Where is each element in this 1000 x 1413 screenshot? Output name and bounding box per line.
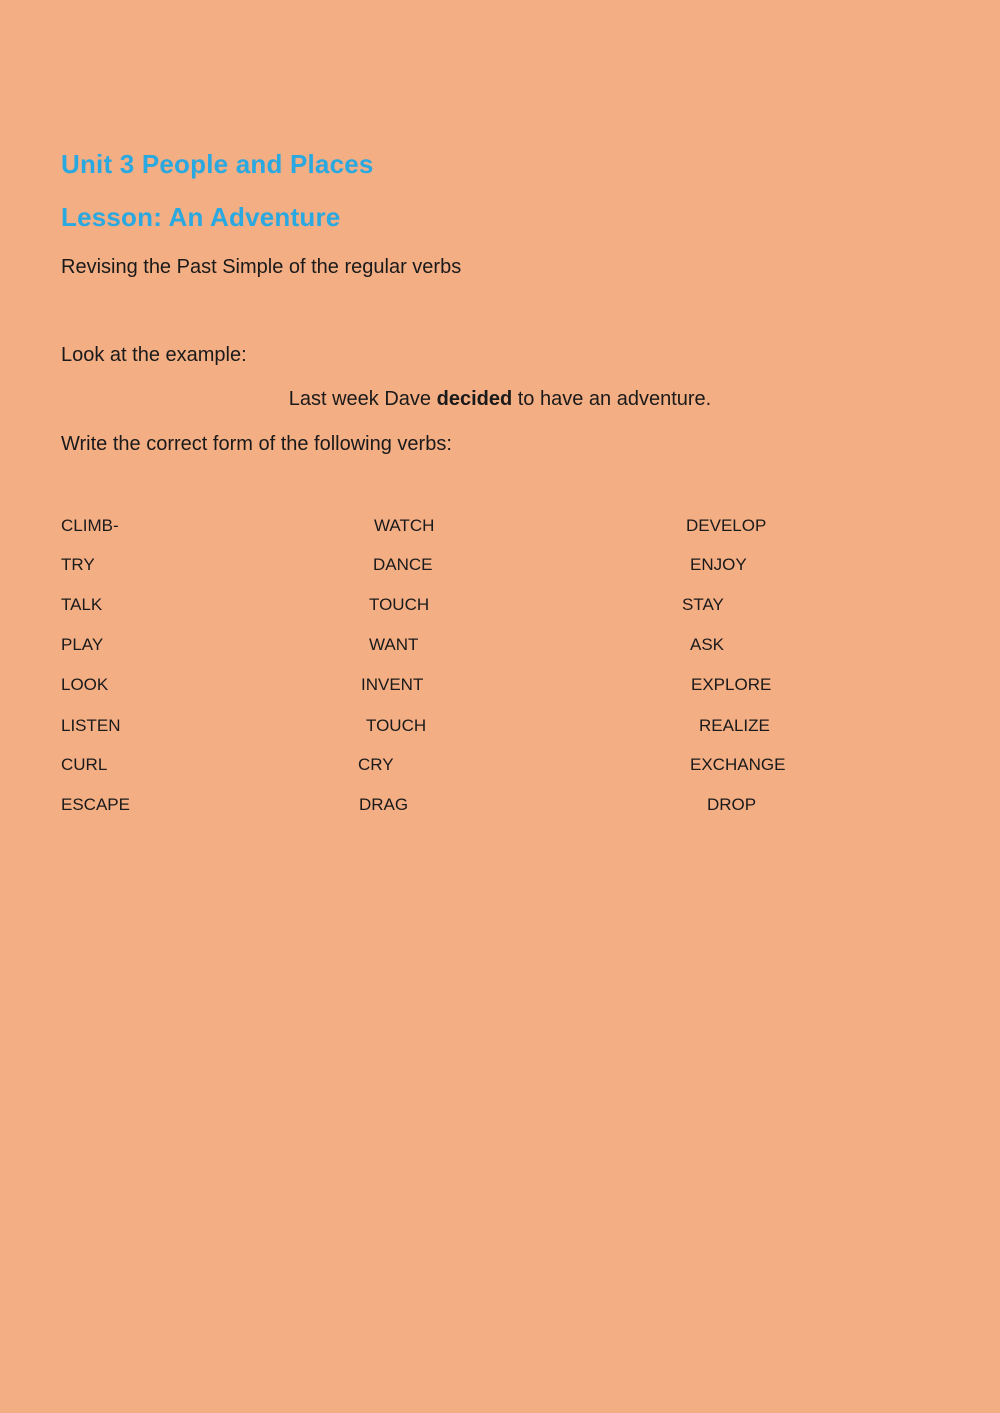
example-label: Look at the example: [61, 344, 247, 366]
verb-item: ASK [690, 635, 725, 654]
verb-item: TRY [61, 555, 95, 574]
verb-item: DRAG [359, 795, 409, 814]
verb-item: REALIZE [699, 716, 770, 735]
verb-item: CLIMB- [61, 516, 119, 535]
verb-item: LISTEN [61, 716, 121, 735]
verb-item: INVENT [361, 675, 424, 694]
verb-item: DANCE [373, 555, 433, 574]
verb-item: DEVELOP [686, 516, 767, 535]
subtitle: Revising the Past Simple of the regular verbs [61, 256, 462, 278]
verb-item: ENJOY [690, 555, 747, 574]
verb-item: TOUCH [369, 595, 430, 614]
verb-item: EXCHANGE [690, 755, 786, 774]
verb-item: DROP [707, 795, 757, 814]
instruction: Write the correct form of the following verbs: [61, 433, 452, 455]
verb-item: EXPLORE [691, 675, 772, 694]
example-highlight: decided [436, 388, 513, 410]
verb-item: ESCAPE [61, 795, 130, 814]
verb-item: STAY [682, 595, 724, 614]
lesson-title: Lesson: An Adventure [61, 202, 341, 232]
example-sentence [0, 388, 1000, 411]
verb-item: CRY [358, 755, 394, 774]
verb-item: WATCH [374, 516, 435, 535]
unit-title: Unit 3 People and Places [61, 149, 374, 179]
verb-item: PLAY [61, 635, 104, 654]
verb-item: TOUCH [366, 716, 427, 735]
verb-item: WANT [369, 635, 419, 654]
example-before: Last week Dave [288, 388, 437, 410]
verb-item: CURL [61, 755, 108, 774]
example-after: to have an adventure. [512, 388, 712, 410]
verb-item: TALK [61, 595, 103, 614]
verb-item: LOOK [61, 675, 109, 694]
